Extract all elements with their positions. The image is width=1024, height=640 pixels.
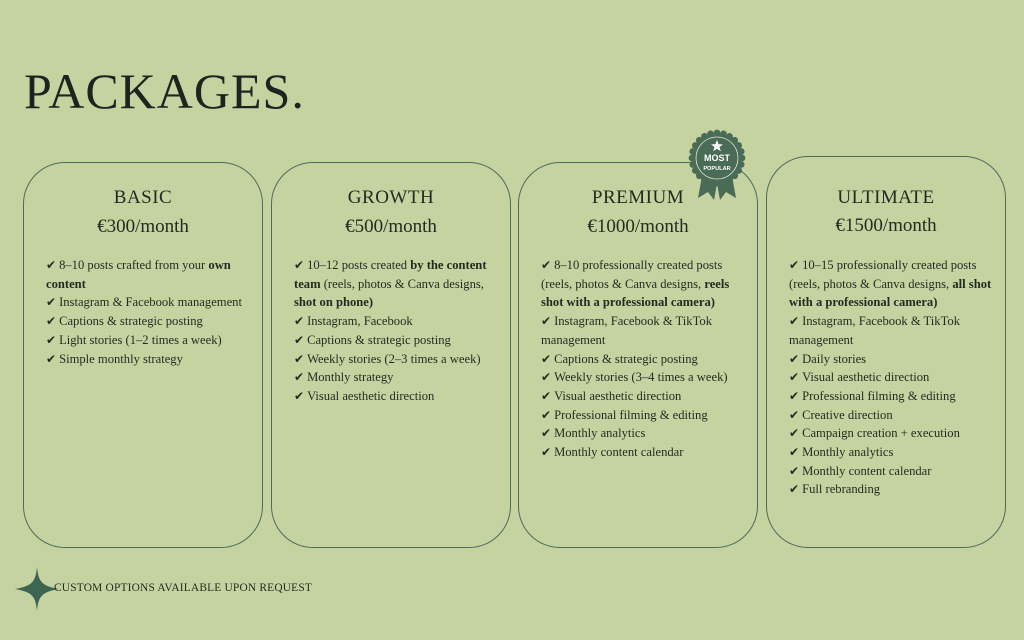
feature-emphasis: reels shot with a professional camera) — [541, 276, 730, 310]
feature-text: Captions & strategic posting — [307, 332, 451, 347]
feature-item — [46, 293, 252, 312]
feature-item — [294, 312, 500, 331]
feature-text: Instagram, Facebook — [307, 314, 413, 329]
package-price: €300/month — [97, 216, 189, 237]
feature-text: (reels, photos & Canva designs, — [320, 276, 484, 291]
feature-text: Simple monthly strategy — [59, 351, 183, 366]
checkmark-icon: ✔ — [789, 388, 800, 403]
feature-emphasis: by the content team — [294, 258, 487, 291]
checkmark-icon: ✔ — [789, 258, 800, 272]
feature-text: 10–12 posts created — [307, 258, 411, 272]
feature-item — [294, 387, 500, 406]
checkmark-icon: ✔ — [541, 314, 552, 329]
feature-text: 8–10 professionally created posts (reels, photos & Canva designs, — [541, 258, 723, 291]
feature-text: Captions & strategic posting — [59, 314, 203, 329]
feature-item — [46, 350, 252, 369]
feature-item — [789, 406, 995, 425]
checkmark-icon: ✔ — [294, 370, 305, 385]
footer-note — [14, 566, 414, 612]
feature-item — [789, 256, 995, 312]
checkmark-icon: ✔ — [789, 370, 800, 385]
feature-text: 10–15 professionally created posts (reels, photos & Canva designs, — [789, 258, 977, 291]
checkmark-icon: ✔ — [46, 258, 57, 272]
feature-text: Professional filming & editing — [802, 388, 956, 403]
checkmark-icon: ✔ — [46, 332, 57, 347]
package-name: PREMIUM — [591, 187, 685, 208]
feature-text: Monthly strategy — [307, 370, 394, 385]
feature-text: Creative direction — [802, 407, 893, 422]
checkmark-icon: ✔ — [541, 388, 552, 403]
checkmark-icon: ✔ — [46, 295, 57, 310]
feature-item — [294, 256, 500, 312]
feature-item — [789, 443, 995, 462]
checkmark-icon: ✔ — [46, 314, 57, 329]
feature-item — [789, 462, 995, 481]
feature-text: Visual aesthetic direction — [307, 388, 435, 403]
feature-text: Professional filming & editing — [554, 407, 708, 422]
feature-item — [789, 480, 995, 499]
feature-list — [789, 256, 995, 499]
feature-emphasis: all shot with a professional camera) — [789, 276, 992, 310]
package-price: €500/month — [345, 216, 437, 237]
feature-item — [541, 368, 747, 387]
feature-text: Visual aesthetic direction — [554, 388, 682, 403]
package-name: GROWTH — [347, 187, 435, 208]
feature-item — [541, 350, 747, 369]
feature-text: Weekly stories (3–4 times a week) — [554, 370, 728, 385]
feature-text: Monthly analytics — [554, 426, 646, 441]
feature-text: Daily stories — [802, 351, 867, 366]
feature-item — [46, 256, 252, 293]
checkmark-icon: ✔ — [294, 258, 305, 272]
checkmark-icon: ✔ — [541, 351, 552, 366]
feature-text: Instagram & Facebook management — [59, 295, 242, 310]
checkmark-icon: ✔ — [294, 351, 305, 366]
feature-text: Monthly analytics — [802, 445, 894, 460]
feature-item — [541, 312, 747, 349]
feature-item — [46, 312, 252, 331]
feature-item — [294, 331, 500, 350]
feature-emphasis: own content — [46, 258, 231, 291]
checkmark-icon: ✔ — [789, 351, 800, 366]
package-price: €1500/month — [835, 215, 937, 236]
feature-item — [541, 256, 747, 312]
feature-text: Light stories (1–2 times a week) — [59, 332, 222, 347]
checkmark-icon: ✔ — [294, 314, 305, 329]
feature-text: Campaign creation + execution — [802, 426, 960, 441]
feature-list — [294, 256, 500, 406]
checkmark-icon: ✔ — [294, 388, 305, 403]
feature-item — [789, 312, 995, 349]
feature-list — [46, 256, 252, 368]
checkmark-icon: ✔ — [789, 314, 800, 329]
checkmark-icon: ✔ — [294, 332, 305, 347]
feature-text: Captions & strategic posting — [554, 351, 698, 366]
package-price: €1000/month — [587, 216, 689, 237]
package-name: ULTIMATE — [837, 187, 935, 208]
feature-item — [46, 331, 252, 350]
feature-item — [541, 406, 747, 425]
package-card-basic — [23, 162, 263, 548]
feature-item — [789, 387, 995, 406]
package-name: BASIC — [113, 187, 173, 208]
checkmark-icon: ✔ — [789, 407, 800, 422]
feature-text: Instagram, Facebook & TikTok management — [541, 314, 712, 347]
checkmark-icon: ✔ — [789, 482, 800, 497]
feature-text: Instagram, Facebook & TikTok management — [789, 314, 960, 347]
checkmark-icon: ✔ — [541, 445, 552, 460]
checkmark-icon: ✔ — [789, 445, 800, 460]
checkmark-icon: ✔ — [541, 370, 552, 385]
package-card-ultimate — [766, 156, 1006, 548]
feature-item — [789, 368, 995, 387]
badge-line1: MOST — [704, 153, 730, 163]
checkmark-icon: ✔ — [541, 258, 552, 272]
feature-item — [294, 350, 500, 369]
feature-item — [789, 350, 995, 369]
feature-item — [541, 443, 747, 462]
feature-item — [294, 368, 500, 387]
feature-text: Full rebranding — [802, 482, 881, 497]
feature-text: 8–10 posts crafted from your — [59, 258, 209, 272]
feature-emphasis: shot on phone) — [294, 295, 374, 310]
badge-line2: POPULAR — [703, 166, 731, 172]
feature-text: Visual aesthetic direction — [802, 370, 930, 385]
checkmark-icon: ✔ — [46, 351, 57, 366]
feature-item — [789, 424, 995, 443]
page-title: PACKAGES. — [24, 63, 305, 119]
checkmark-icon: ✔ — [789, 426, 800, 441]
checkmark-icon: ✔ — [541, 426, 552, 441]
feature-item — [541, 424, 747, 443]
package-card-premium — [518, 162, 758, 548]
most-popular-badge-icon — [684, 126, 750, 202]
footer-text: CUSTOM OPTIONS AVAILABLE UPON REQUEST — [54, 582, 313, 594]
checkmark-icon: ✔ — [789, 463, 800, 478]
feature-text: Monthly content calendar — [802, 463, 932, 478]
feature-list — [541, 256, 747, 462]
feature-text: Monthly content calendar — [554, 445, 684, 460]
feature-item — [541, 387, 747, 406]
checkmark-icon: ✔ — [541, 407, 552, 422]
feature-text: Weekly stories (2–3 times a week) — [307, 351, 481, 366]
package-card-growth — [271, 162, 511, 548]
